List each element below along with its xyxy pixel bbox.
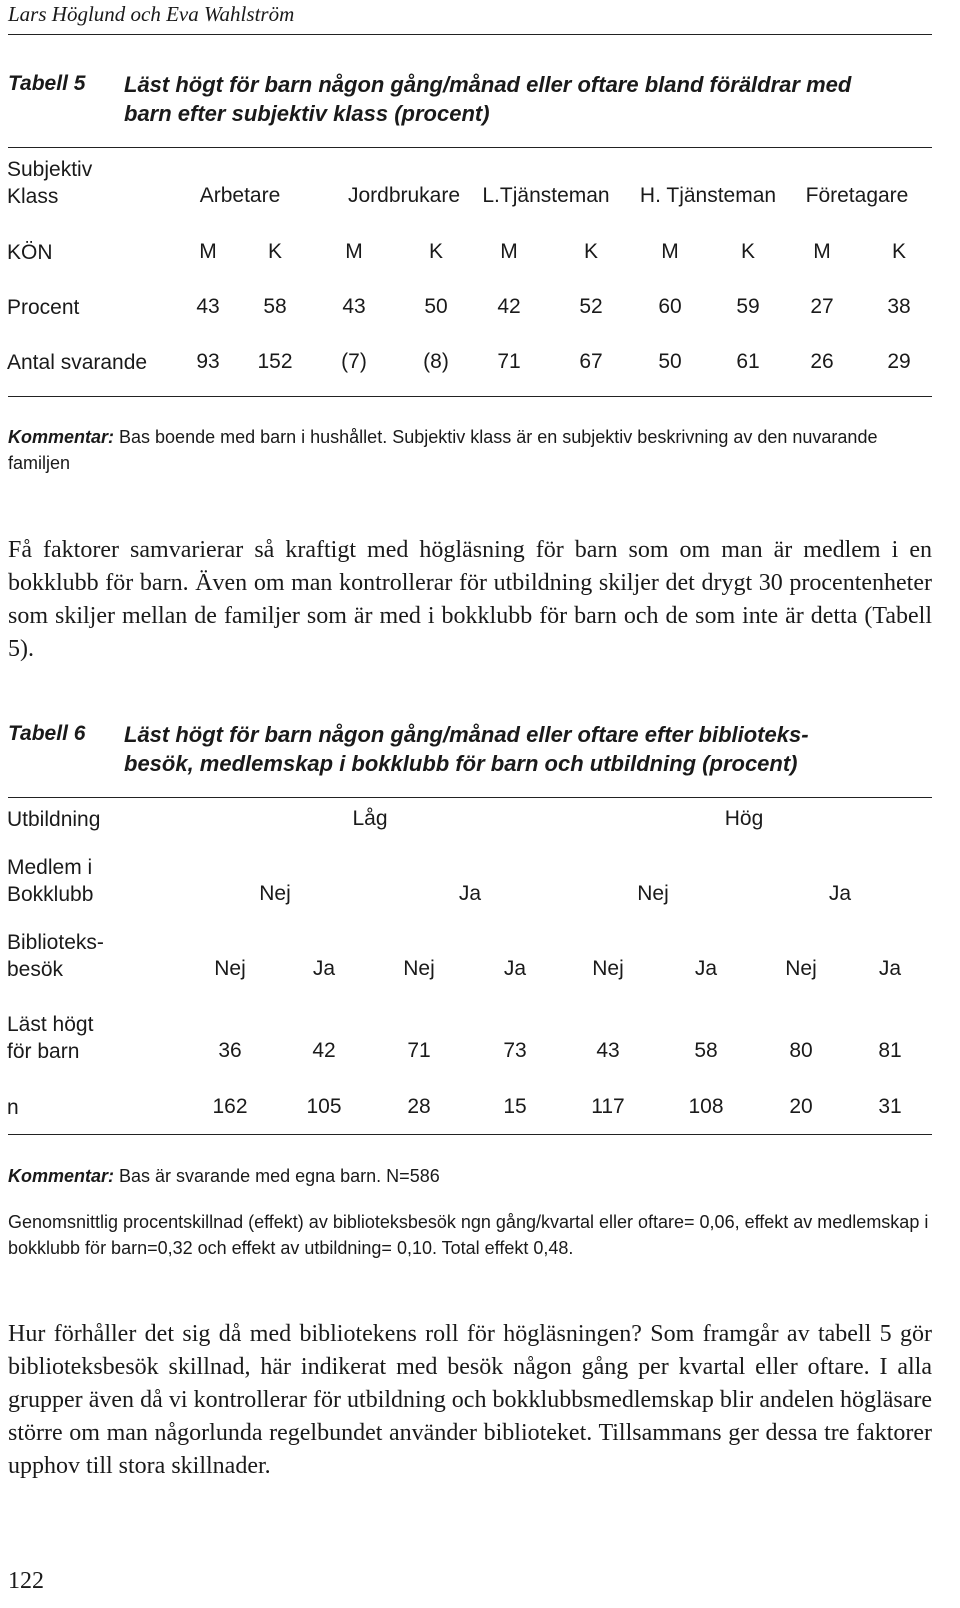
table6-visit-cell: Nej	[785, 957, 817, 980]
table5-comment	[8, 424, 932, 476]
table6-read-cell: 73	[503, 1039, 527, 1062]
table6-caption-line1: Läst högt för barn någon gång/månad eller oftare efter biblioteks-	[124, 722, 809, 747]
table6-visit-label-line1: Biblioteks-	[7, 931, 104, 954]
table6-visit-cell: Ja	[312, 957, 336, 980]
table5-sex-cell: M	[661, 240, 679, 263]
table5-sex-cell: M	[199, 240, 217, 263]
table5-sex-cell: M	[500, 240, 518, 263]
table6-n-label: n	[7, 1096, 19, 1119]
table6-visit-cell: Ja	[503, 957, 527, 980]
table6-member-label-line1: Medlem i	[7, 856, 93, 879]
table6-edu-label: Utbildning	[7, 808, 101, 831]
table6-note: Genomsnittlig procentskillnad (effekt) av biblioteksbesök ngn gång/kvartal eller oftare= 0,06, effekt av medlemskap i bokklubb för barn=0,32 och effekt av utbildning= 0,10. Total effekt 0,48.	[8, 1212, 929, 1258]
table6-n-cell: 117	[591, 1095, 625, 1118]
table6-read-cell: 36	[218, 1039, 242, 1062]
header-rule	[8, 34, 932, 35]
table6-member-cell: Ja	[828, 882, 852, 905]
table6-n-cell: 108	[688, 1095, 724, 1118]
table5-cell: 50	[424, 295, 448, 318]
table5-cell: 26	[810, 350, 834, 373]
body-paragraph-2: Hur förhåller det sig då med bibliotekens roll för högläsningen? Som framgår av tabell 5 gör biblioteksbesök skillnad, här indikerat med besök någon gång per kvartal eller oftare. I alla grupper även då vi kontrollerar för utbildning och bokklubbsmedlemskap blir andelen högläsare större om man någorlunda regelbundet använder biblioteket. Tillsammans ger dessa tre faktorer upphov till stora skillnader.	[8, 1321, 932, 1479]
table5-cell: 43	[342, 295, 366, 318]
table5-cell: 59	[736, 295, 760, 318]
table5-top-rule	[8, 147, 932, 148]
table6-comment-label: Kommentar:	[8, 1166, 115, 1186]
table5-cell: 42	[497, 295, 521, 318]
running-head: Lars Höglund och Eva Wahlström	[8, 2, 295, 26]
table5-header-label-line1: Subjektiv	[7, 158, 93, 181]
table6-n-cell: 31	[878, 1095, 902, 1118]
table5-cell: 61	[736, 350, 760, 373]
table5-caption-line1: Läst högt för barn någon gång/månad eller oftare bland föräldrar med	[124, 72, 852, 97]
table5-class-cell: Jordbrukare	[347, 184, 461, 207]
table6-read-label-line1: Läst högt	[7, 1013, 94, 1036]
table6-n-cell: 105	[306, 1095, 342, 1118]
table6-member-cell: Ja	[458, 882, 482, 905]
table6-read-cell: 43	[596, 1039, 620, 1062]
table5-row-label: Antal svarande	[7, 351, 148, 374]
table6-read-cell: 80	[789, 1039, 813, 1062]
table6-top-rule	[8, 797, 932, 798]
table5-bottom-rule	[8, 396, 932, 397]
table5-sex-cell: M	[345, 240, 363, 263]
table6-member-cell: Nej	[259, 882, 291, 905]
table6-visit-cell: Nej	[214, 957, 246, 980]
table5-sex-cell: K	[428, 240, 444, 263]
table5-class-cell: Företagare	[805, 184, 909, 207]
table6-visit-cell: Nej	[592, 957, 624, 980]
table6-n-cell: 28	[407, 1095, 431, 1118]
table6-bottom-rule	[8, 1134, 932, 1135]
body-paragraph-1: Få faktorer samvarierar så kraftigt med högläsning för barn som om man är medlem i en bokklubb för barn. Även om man kontrollerar för utbildning skiljer det drygt 30 procentenheter som skiljer mellan de familjer som är med i bokklubb för barn och de som inte är detta (Tabell 5).	[8, 537, 932, 662]
table5-cell: 43	[196, 295, 220, 318]
table6-read-cell: 81	[878, 1039, 902, 1062]
table5-class-cell: H. Tjänsteman	[639, 184, 777, 207]
page-number: 122	[8, 1568, 44, 1594]
table5-cell: 67	[579, 350, 603, 373]
table5-comment-text: Bas boende med barn i hushållet. Subjektiv klass är en subjektiv beskrivning av den nuvarande familjen	[8, 427, 878, 473]
table5-cell: 52	[579, 295, 603, 318]
table5-comment-label: Kommentar:	[8, 427, 115, 447]
table6-comment	[8, 1163, 932, 1189]
table5-cell: 29	[887, 350, 911, 373]
table5-cell: 38	[887, 295, 911, 318]
table6-edu-cell: Låg	[352, 807, 388, 830]
table5-cell: (7)	[341, 350, 367, 373]
table6-visit-cell: Nej	[403, 957, 435, 980]
table5-row-label: Procent	[7, 296, 80, 319]
table6-n-cell: 20	[789, 1095, 813, 1118]
table6-n-cell: 162	[212, 1095, 248, 1118]
table6-read-cell: 42	[312, 1039, 336, 1062]
table5-cell: 27	[810, 295, 834, 318]
table6-edu-cell: Hög	[724, 807, 764, 830]
table5-caption-line2: barn efter subjektiv klass (procent)	[124, 101, 490, 126]
table5-class-cell: L.Tjänsteman	[482, 184, 610, 207]
table5-header-label-line2: Klass	[7, 185, 59, 208]
table6-number: Tabell 6	[8, 722, 86, 745]
table5-class-cell: Arbetare	[199, 184, 281, 207]
table6-member-label-line2: Bokklubb	[7, 883, 94, 906]
table5-cell: 71	[497, 350, 521, 373]
table6-caption-line2: besök, medlemskap i bokklubb för barn och utbildning (procent)	[124, 751, 798, 776]
table5-number: Tabell 5	[8, 72, 86, 95]
table5-sex-cell: K	[267, 240, 283, 263]
table6-visit-cell: Ja	[694, 957, 718, 980]
table5-sex-cell: K	[740, 240, 756, 263]
table5-cell: 152	[257, 350, 293, 373]
table6-visit-cell: Ja	[878, 957, 902, 980]
table5-sex-cell: K	[891, 240, 907, 263]
table5-cell: 58	[263, 295, 287, 318]
table5-cell: 50	[658, 350, 682, 373]
table5-sex-cell: M	[813, 240, 831, 263]
table6-read-label-line2: för barn	[7, 1040, 80, 1063]
table6-read-cell: 58	[694, 1039, 718, 1062]
table5-cell: 60	[658, 295, 682, 318]
table6-visit-label-line2: besök	[7, 958, 64, 981]
table6-n-cell: 15	[503, 1095, 527, 1118]
table5-sex-label: KÖN	[7, 241, 53, 264]
table6-read-cell: 71	[407, 1039, 431, 1062]
table5-cell: (8)	[423, 350, 449, 373]
table5-cell: 93	[196, 350, 220, 373]
table5-sex-cell: K	[583, 240, 599, 263]
table6-member-cell: Nej	[637, 882, 669, 905]
table6-comment-text: Bas är svarande med egna barn. N=586	[114, 1166, 440, 1186]
